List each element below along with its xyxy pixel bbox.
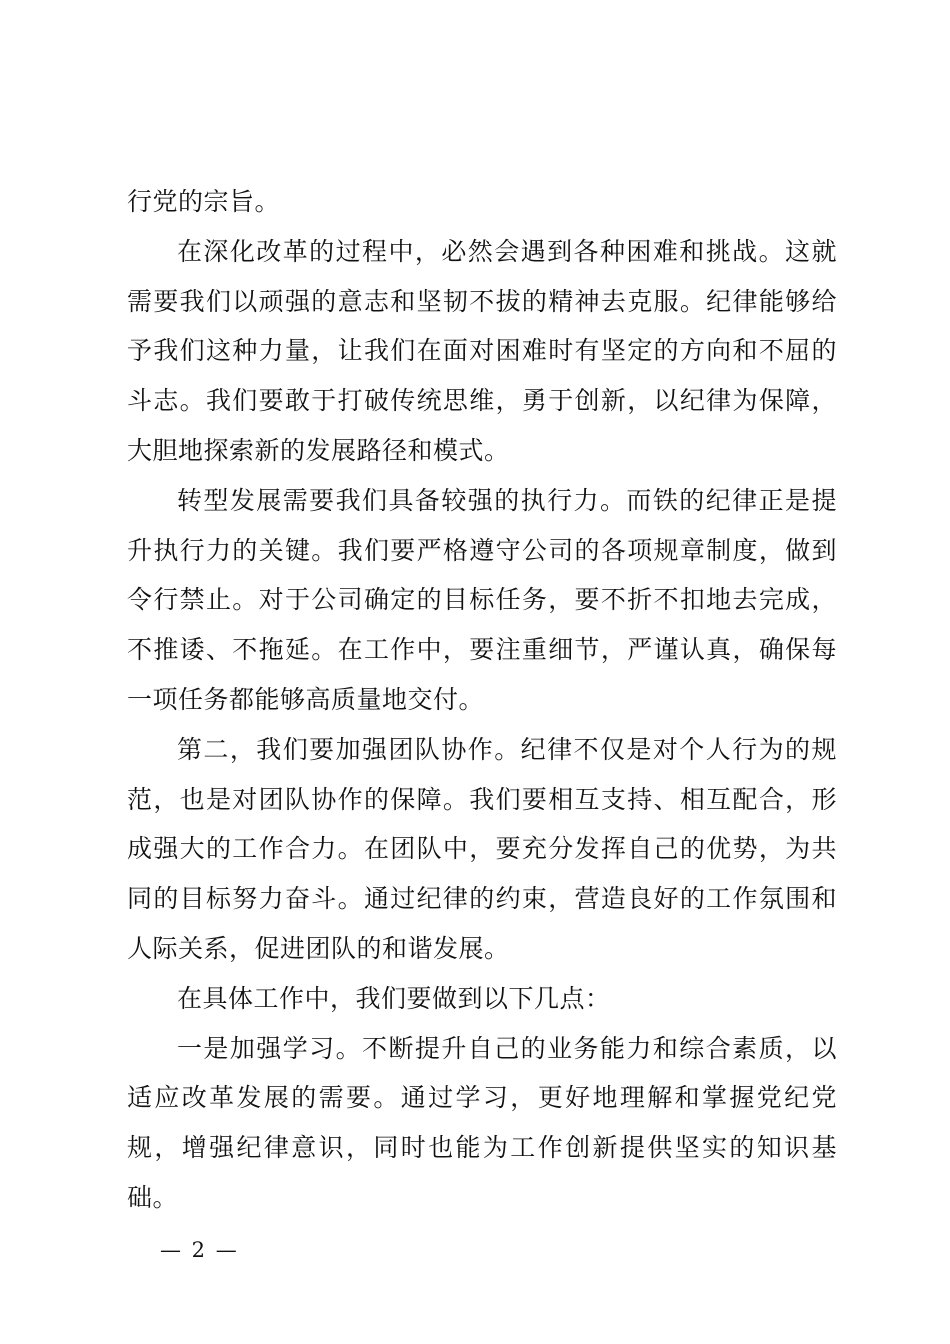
paragraph-continuation: 行党的宗旨。 <box>127 187 281 216</box>
paragraph-execution: 转型发展需要我们具备较强的执行力。而铁的纪律正是提升执行力的关键。我们要严格遵守公司的各项规章制度，做到令行禁止。对于公司确定的目标任务，要不折不扣地去完成，不推诿、不拖延。在工作中，要注重细节，严谨认真，确保每一项任务都能够高质量地交付。 <box>127 485 837 714</box>
paragraph-specific-work: 在具体工作中，我们要做到以下几点： <box>177 983 611 1013</box>
page-number: — 2 — <box>160 1238 239 1262</box>
paragraph-teamwork: 第二，我们要加强团队协作。纪律不仅是对个人行为的规范，也是对团队协作的保障。我们要相互支持、相互配合，形成强大的工作合力。在团队中，要充分发挥自己的优势，为共同的目标努力奋斗。通过纪律的约束，营造良好的工作氛围和人际关系，促进团队的和谐发展。 <box>127 734 837 963</box>
document-body <box>127 177 837 1223</box>
paragraph-reform-challenges: 在深化改革的过程中，必然会遇到各种困难和挑战。这就需要我们以顽强的意志和坚韧不拔的精神去克服。纪律能够给予我们这种力量，让我们在面对困难时有坚定的方向和不屈的斗志。我们要敢于打破传统思维，勇于创新，以纪律为保障，大胆地探索新的发展路径和模式。 <box>127 236 837 465</box>
paragraph-learning: 一是加强学习。不断提升自己的业务能力和综合素质，以适应改革发展的需要。通过学习，更好地理解和掌握党纪党规，增强纪律意识，同时也能为工作创新提供坚实的知识基础。 <box>127 1033 837 1212</box>
